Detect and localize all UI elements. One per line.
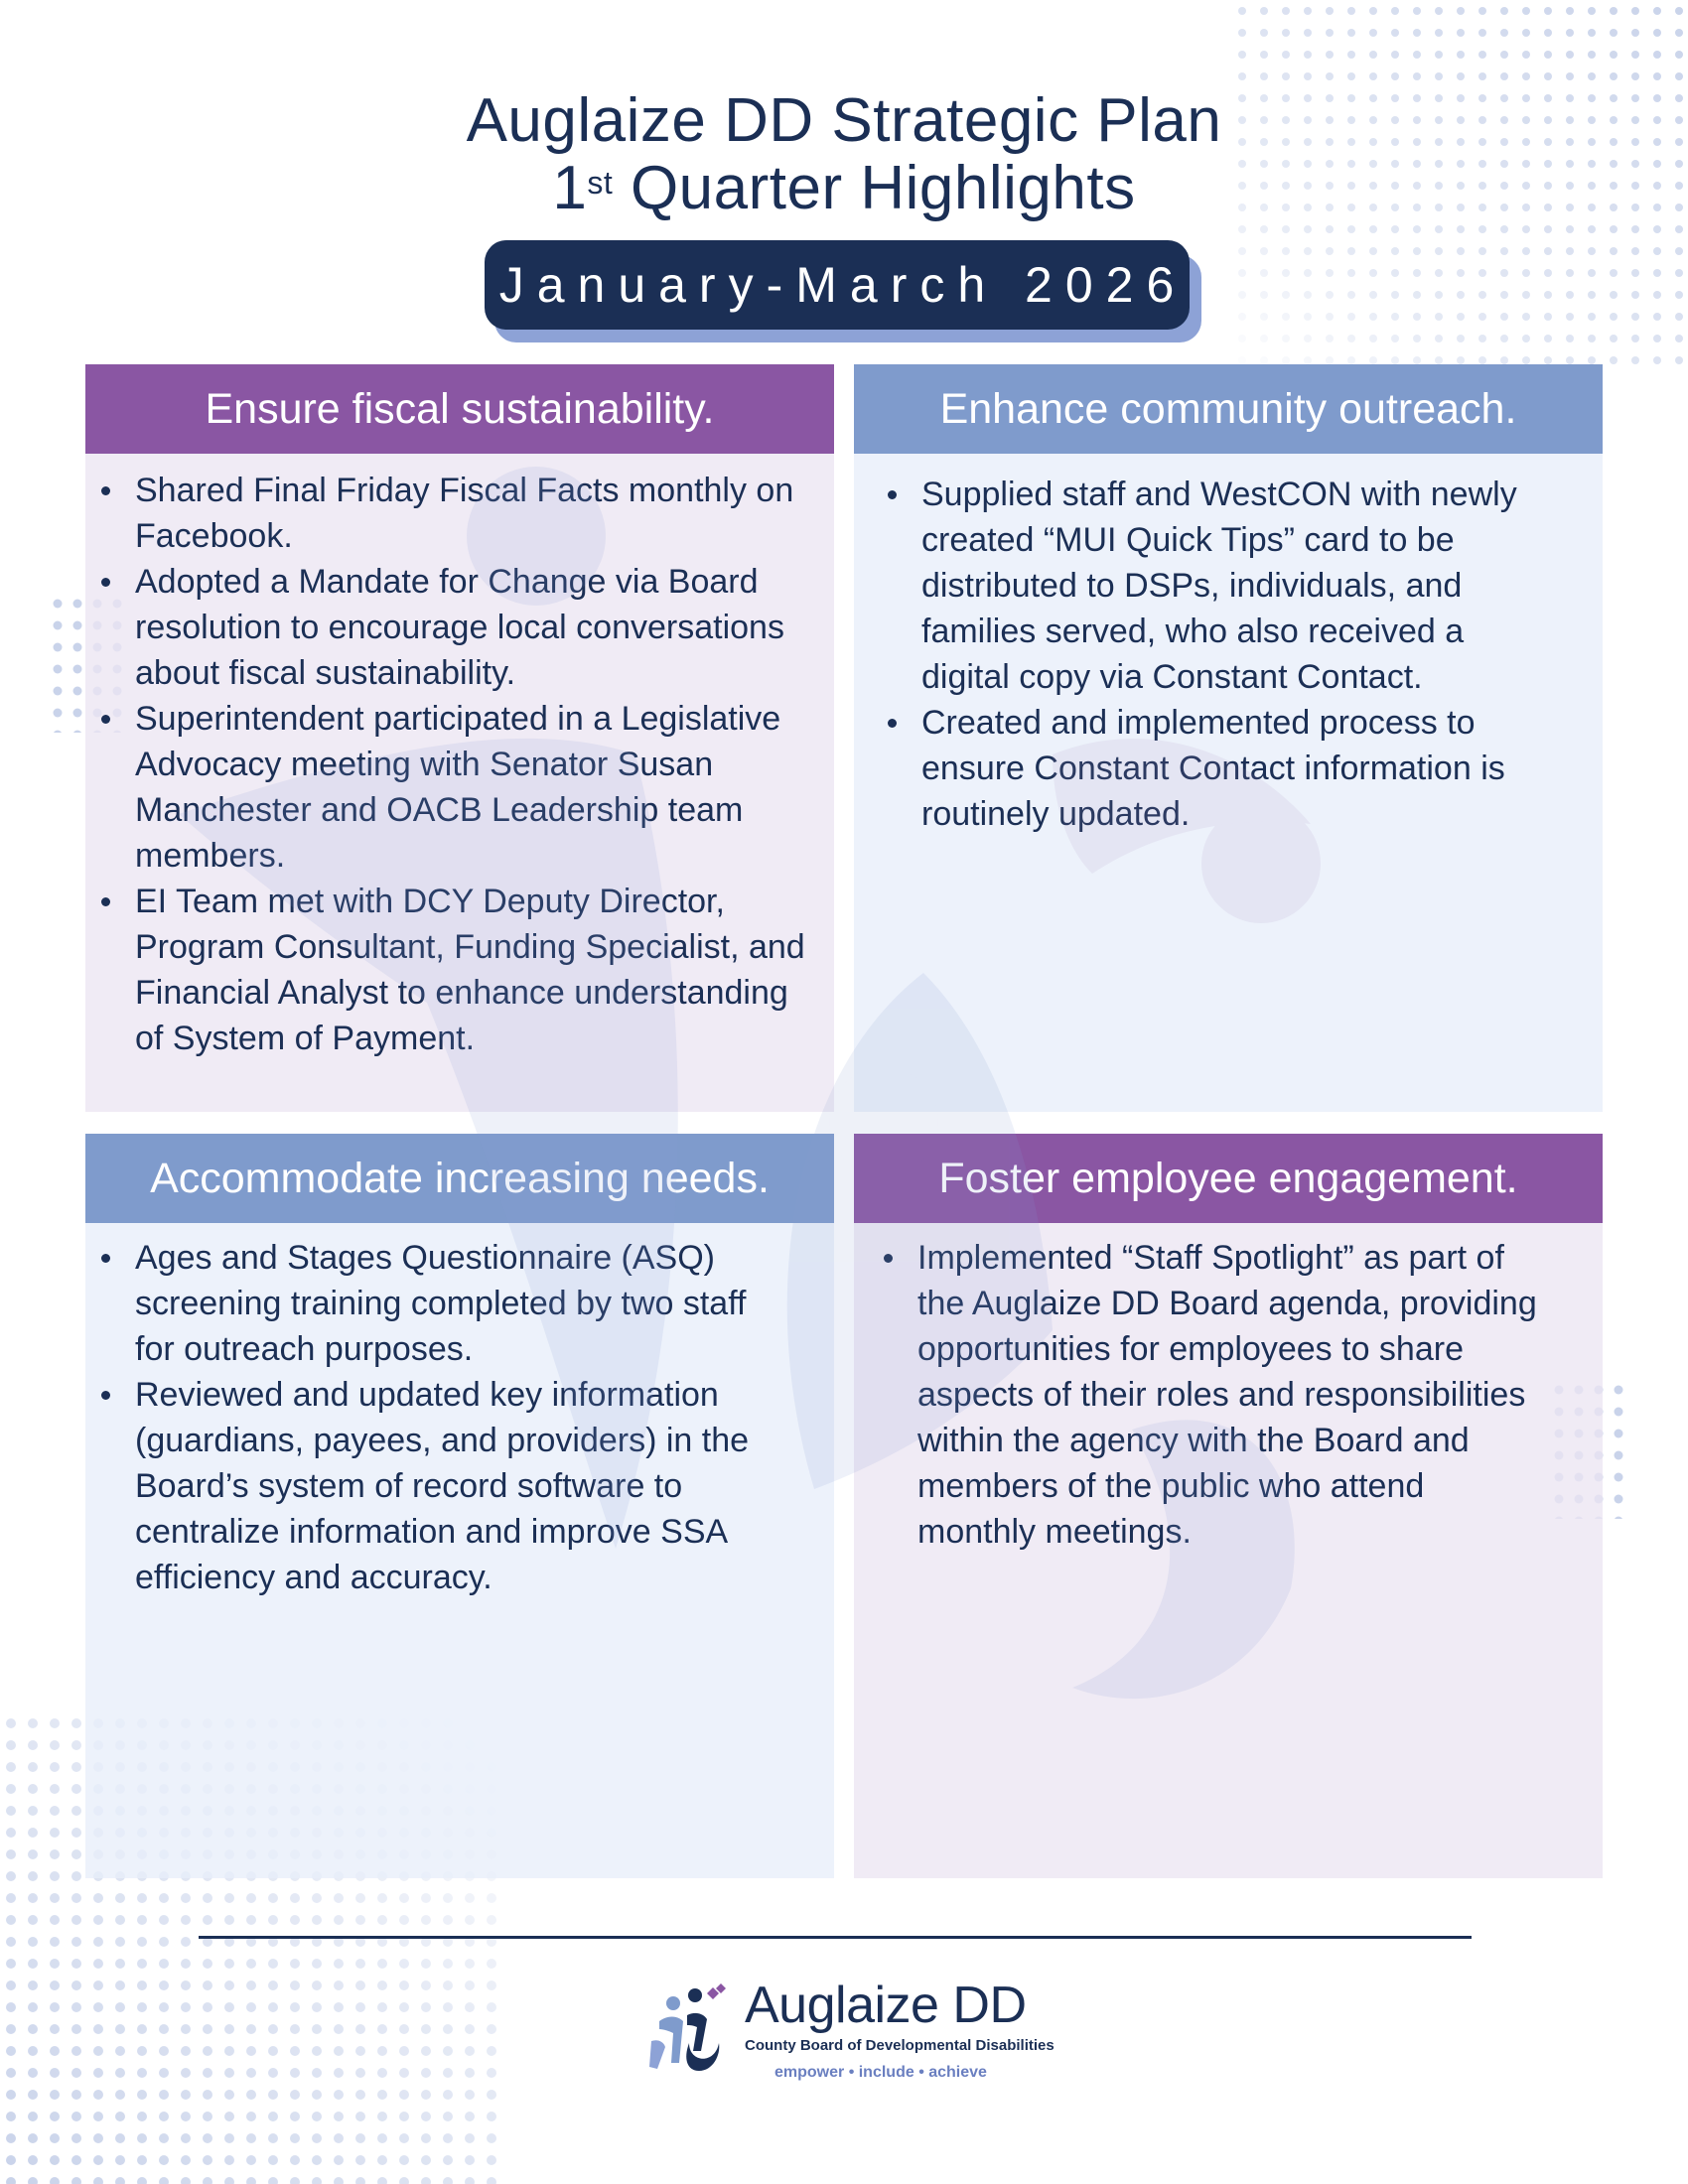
- list-item: Reviewed and updated key information (guardians, payees, and providers) in the Board’s system of record software to centralize information and improve SSA efficiency and accuracy.: [85, 1372, 765, 1600]
- footer-divider: [199, 1936, 1472, 1939]
- panel-heading: Foster employee engagement.: [854, 1134, 1603, 1223]
- page-subtitle: [0, 155, 1688, 222]
- bullet-list: [854, 454, 1603, 837]
- list-item: Supplied staff and WestCON with newly created “MUI Quick Tips” card to be distributed to DSPs, individuals, and families served, who also received a digital copy via Constant Contact.: [872, 472, 1555, 700]
- auglaize-dd-logo: [643, 1976, 1060, 2105]
- panel-body: [85, 1223, 834, 1878]
- panel-body: [854, 1223, 1603, 1878]
- bullet-list: [85, 1223, 834, 1600]
- bullet-list: [854, 1223, 1603, 1555]
- page-title: Auglaize DD Strategic Plan: [466, 86, 1222, 155]
- list-item: Superintendent participated in a Legislative Advocacy meeting with Senator Susan Manchester and OACB Leadership team members.: [85, 696, 824, 879]
- panel-body: [854, 454, 1603, 1112]
- logo-subtitle: County Board of Developmental Disabilities: [745, 2037, 1055, 2054]
- panel-heading: Accommodate increasing needs.: [85, 1134, 834, 1223]
- quarter-ordinal-suffix: st: [587, 165, 614, 201]
- list-item: EI Team met with DCY Deputy Director, Program Consultant, Funding Specialist, and Financial Analyst to enhance understanding of System of Payment.: [85, 879, 824, 1061]
- list-item: Ages and Stages Questionnaire (ASQ) screening training completed by two staff for outreach purposes.: [85, 1235, 765, 1372]
- panel-fiscal-sustainability: [85, 364, 834, 1112]
- panel-body: [85, 454, 834, 1112]
- date-range-pill: January-March 2026: [485, 240, 1190, 330]
- list-item: Created and implemented process to ensure Constant Contact information is routinely updated.: [872, 700, 1555, 837]
- people-figures-logo-icon: [643, 1981, 743, 2081]
- bullet-list: [85, 454, 834, 1061]
- panel-heading: Enhance community outreach.: [854, 364, 1603, 454]
- panel-heading: Ensure fiscal sustainability.: [85, 364, 834, 454]
- quarter-ordinal: 1: [552, 154, 588, 222]
- panel-increasing-needs: [85, 1134, 834, 1878]
- panel-employee-engagement: [854, 1134, 1603, 1878]
- quarter-highlights-text: Quarter Highlights: [613, 154, 1136, 222]
- logo-name: Auglaize DD: [745, 1977, 1027, 2034]
- list-item: Adopted a Mandate for Change via Board resolution to encourage local conversations about fiscal sustainability.: [85, 559, 824, 696]
- logo-tagline: empower • include • achieve: [774, 2064, 987, 2081]
- panel-community-outreach: [854, 364, 1603, 1112]
- list-item: Shared Final Friday Fiscal Facts monthly on Facebook.: [85, 468, 824, 559]
- list-item: Implemented “Staff Spotlight” as part of the Auglaize DD Board agenda, providing opportunities for employees to share aspects of their roles and responsibilities within the agency with the Board and members of the public who attend monthly meetings.: [868, 1235, 1543, 1555]
